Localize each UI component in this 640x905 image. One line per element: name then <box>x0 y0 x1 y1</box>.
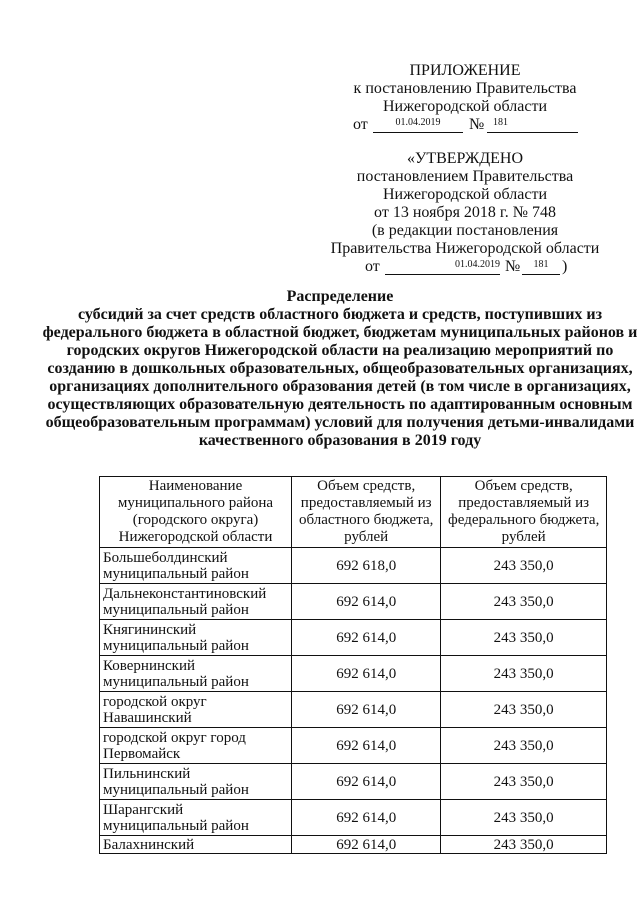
appendix-number: 181 <box>487 116 578 133</box>
header-name: Наименование муниципального района (городского округа) Нижегородской области <box>100 477 292 548</box>
table-row <box>100 728 607 764</box>
row-name: городской округ Навашинский <box>100 692 292 728</box>
row-regional: 692 614,0 <box>292 764 441 800</box>
row-name: Пильнинский муниципальный район <box>100 764 292 800</box>
approved-date: 01.04.2019 <box>385 258 500 275</box>
approved-no-label: № <box>505 258 521 275</box>
row-regional: 692 614,0 <box>292 656 441 692</box>
header-federal: Объем средств, предоставляемый из федерального бюджета, рублей <box>441 477 607 548</box>
row-federal: 243 350,0 <box>441 656 607 692</box>
appendix-block <box>345 62 585 134</box>
table-row <box>100 584 607 620</box>
table-row <box>100 800 607 836</box>
approved-number: 181 <box>522 258 560 275</box>
appendix-line-2: Нижегородской области <box>382 98 547 115</box>
row-federal: 243 350,0 <box>441 548 607 584</box>
row-federal: 243 350,0 <box>441 692 607 728</box>
row-name: Большеболдинский муниципальный район <box>100 548 292 584</box>
table-row <box>100 656 607 692</box>
appendix-title: ПРИЛОЖЕНИЕ <box>409 62 521 79</box>
row-regional: 692 614,0 <box>292 620 441 656</box>
row-regional: 692 614,0 <box>292 728 441 764</box>
row-name: Княгининский муниципальный район <box>100 620 292 656</box>
row-regional: 692 614,0 <box>292 692 441 728</box>
row-name: Ковернинский муниципальный район <box>100 656 292 692</box>
document-title <box>40 288 640 450</box>
row-federal: 243 350,0 <box>441 620 607 656</box>
row-name: городской округ город Первомайск <box>100 728 292 764</box>
appendix-number-line <box>345 116 585 134</box>
header-regional: Объем средств, предоставляемый из областного бюджета, рублей <box>292 477 441 548</box>
appendix-date: 01.04.2019 <box>373 116 463 133</box>
approved-line-4: от 13 ноября 2018 г. № 748 <box>374 204 556 221</box>
table-row <box>100 764 607 800</box>
row-regional: 692 614,0 <box>292 584 441 620</box>
row-name: Балахнинский <box>100 836 292 854</box>
table-row <box>100 620 607 656</box>
approved-line-3: Нижегородской области <box>382 186 547 203</box>
approved-number-line <box>330 258 600 276</box>
row-federal: 243 350,0 <box>441 836 607 854</box>
approved-block <box>330 150 600 276</box>
approved-from-label: от <box>365 258 380 275</box>
appendix-from-label: от <box>353 116 368 133</box>
approved-close: ) <box>562 258 568 275</box>
table-row <box>100 836 607 854</box>
title-body: субсидий за счет средств областного бюджета и средств, поступивших из федерального бюджета в областной бюджет, бюджетам муниципальных районов и городских округов Нижегородской области на реализацию мероприятий по созданию в дошкольных образовательных, общеобразовательных организациях, организациях дополнительного образования детей (в том числе в организациях, осуществляющих образовательную деятельность по адаптированным основным общеобразовательным программам) условий для получения детьми-инвалидами качественного образования в 2019 году <box>42 306 638 449</box>
distribution-table <box>99 476 607 854</box>
approved-line-6: Правительства Нижегородской области <box>330 240 600 257</box>
row-regional: 692 614,0 <box>292 800 441 836</box>
row-regional: 692 618,0 <box>292 548 441 584</box>
appendix-no-label: № <box>469 116 485 133</box>
table-row <box>100 692 607 728</box>
row-federal: 243 350,0 <box>441 800 607 836</box>
row-name: Шарангский муниципальный район <box>100 800 292 836</box>
row-federal: 243 350,0 <box>441 728 607 764</box>
table-row <box>100 548 607 584</box>
row-federal: 243 350,0 <box>441 584 607 620</box>
appendix-line-1: к постановлению Правительства <box>353 80 577 97</box>
row-regional: 692 614,0 <box>292 836 441 854</box>
title-heading: Распределение <box>286 288 394 305</box>
row-federal: 243 350,0 <box>441 764 607 800</box>
approved-line-2: постановлением Правительства <box>356 168 574 185</box>
approved-line-1: «УТВЕРЖДЕНО <box>406 150 523 167</box>
table-header-row <box>100 477 607 548</box>
row-name: Дальнеконстантиновский муниципальный район <box>100 584 292 620</box>
approved-line-5: (в редакции постановления <box>371 222 559 239</box>
